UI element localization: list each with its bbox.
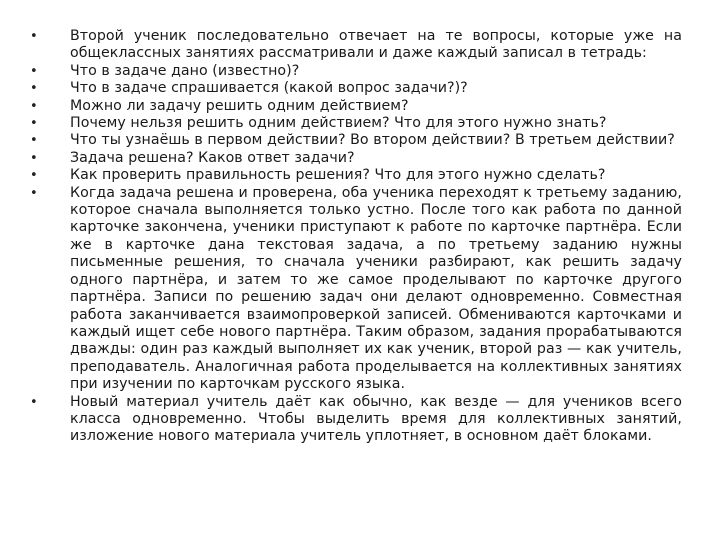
bullet-list bbox=[30, 28, 682, 446]
list-item-text: Что в задаче спрашивается (какой вопрос задачи?)? bbox=[70, 80, 468, 97]
list-item-text: Новый материал учитель даёт как обычно, как везде — для учеников всего класса одновременно. Чтобы выделить время для коллективных занятий, изложение нового материала учитель уплотняет, в основном даёт блоками. bbox=[70, 393, 682, 445]
bullet-icon: • bbox=[30, 394, 38, 410]
list-item bbox=[30, 115, 682, 132]
list-item bbox=[30, 185, 682, 394]
list-item bbox=[30, 150, 682, 167]
list-item-text: Можно ли задачу решить одним действием? bbox=[70, 97, 409, 114]
list-item-text: Что ты узнаёшь в первом действии? Во втором действии? В третьем действии? bbox=[70, 132, 675, 149]
list-item-text: Когда задача решена и проверена, оба ученика переходят к третьему заданию, которое сначала выполняется только устно. После того как работа по данной карточке закончена, ученики приступают к работе по карточке партнёра. Если же в карточке дана текстовая задача, а по третьему заданию нужны письменные решения, то сначала ученики разбирают, как решить задачу одного партнёра, и затем то же самое проделывают по карточке другого партнёра. Записи по решению задач они делают одновременно. Совместная работа заканчивается взаимопроверкой записей. Обмениваются карточками и каждый ищет себе нового партнёра. Таким образом, задания прорабатываются дважды: один раз каждый выполняет их как ученик, второй раз — как учитель, преподаватель. Аналогичная работа проделывается на коллективных занятиях при изучении по карточкам русского языка. bbox=[70, 184, 682, 393]
bullet-icon: • bbox=[30, 150, 38, 166]
list-item-text: Как проверить правильность решения? Что для этого нужно сделать? bbox=[70, 167, 606, 184]
list-item bbox=[30, 28, 682, 63]
list-item bbox=[30, 63, 682, 80]
bullet-icon: • bbox=[30, 63, 38, 79]
bullet-icon: • bbox=[30, 185, 38, 201]
bullet-icon: • bbox=[30, 116, 38, 132]
bullet-icon: • bbox=[30, 133, 38, 149]
bullet-icon: • bbox=[30, 81, 38, 97]
list-item-text: Второй ученик последовательно отвечает на те вопросы, которые уже на общеклассных занятиях рассматривали и даже каждый записал в тетрадь: bbox=[70, 28, 682, 62]
list-item-text: Почему нельзя решить одним действием? Что для этого нужно знать? bbox=[70, 115, 607, 132]
bullet-icon: • bbox=[30, 168, 38, 184]
list-item bbox=[30, 167, 682, 184]
list-item bbox=[30, 80, 682, 97]
list-item bbox=[30, 98, 682, 115]
bullet-icon: • bbox=[30, 98, 38, 114]
list-item bbox=[30, 394, 682, 446]
list-item-text: Задача решена? Каков ответ задачи? bbox=[70, 149, 355, 166]
list-item bbox=[30, 132, 682, 149]
bullet-icon: • bbox=[30, 29, 38, 44]
list-item-text: Что в задаче дано (известно)? bbox=[70, 62, 300, 79]
